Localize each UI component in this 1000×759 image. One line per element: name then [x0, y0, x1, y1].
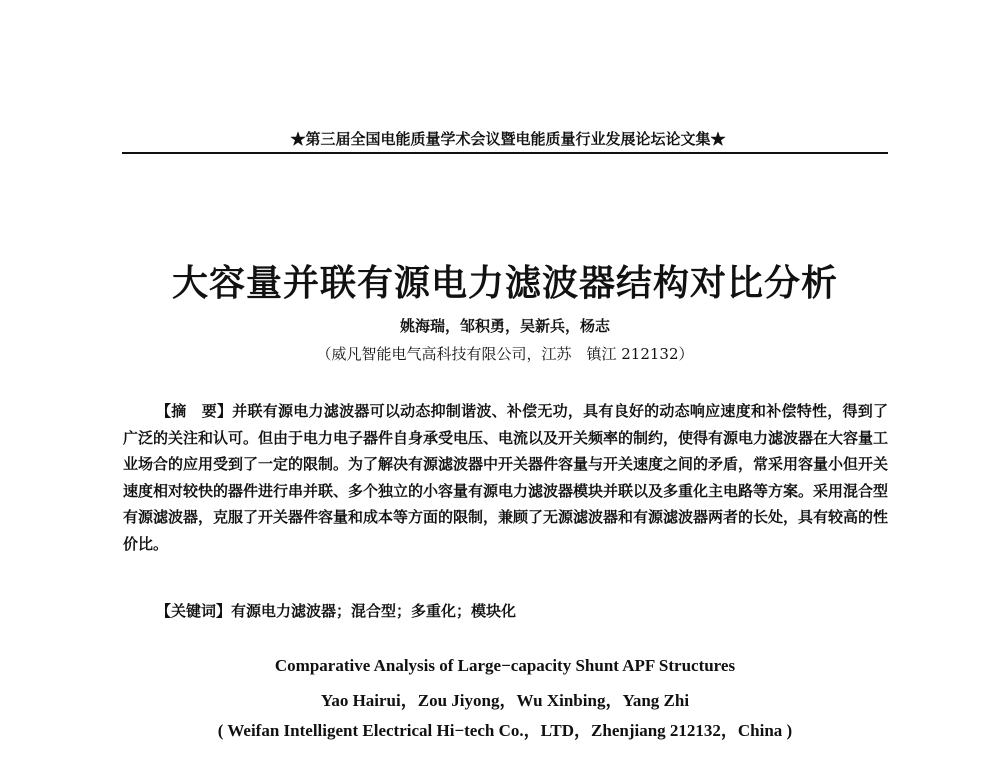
english-authors: Yao Hairui，Zou Jiyong，Wu Xinbing，Yang Zhi — [320, 691, 690, 710]
keywords-text: 有源电力滤波器；混合型；多重化；模块化 — [231, 602, 517, 620]
abstract-text: 并联有源电力滤波器可以动态抑制谐波、补偿无功，具有良好的动态响应速度和补偿特性，得到了广泛的关注和认可。但由于电力电子器件自身承受电压、电流以及开关频率的制约，使得有源电力滤波器在大容量工业场合的应用受到了一定的限制。为了解决有源滤波器中开关器件容量与开关速度之间的矛盾，常采用容量小但开关速度相对较快的器件进行串并联、多个独立的小容量有源电力滤波器模块并联以及多重化主电路等方案。采用混合型有源滤波器，克服了开关器件容量和成本等方面的限制，兼顾了无源滤波器和有源滤波器两者的长处，具有较高的性价比。 — [123, 402, 889, 553]
english-title: Comparative Analysis of Large−capacity Shunt APF Structures — [274, 656, 736, 675]
abstract-label: 【摘 要】 — [156, 402, 233, 420]
keywords — [123, 600, 888, 621]
abstract — [123, 398, 888, 557]
paper-title: 大容量并联有源电力滤波器结构对比分析 — [171, 263, 838, 304]
english-affiliation: ( Weifan Intelligent Electrical Hi−tech Co.，LTD，Zhenjiang 212132，China ) — [217, 721, 793, 740]
running-header: ★第三届全国电能质量学术会议暨电能质量行业发展论坛论文集★ — [290, 130, 726, 148]
abstract-paragraph — [123, 398, 888, 557]
keywords-label: 【关键词】 — [156, 602, 232, 620]
author-list: 姚海瑞，邹积勇，吴新兵，杨志 — [399, 317, 610, 335]
affiliation: （威凡智能电气高科技有限公司，江苏 镇江 212132） — [316, 345, 694, 363]
header-divider — [122, 152, 888, 154]
